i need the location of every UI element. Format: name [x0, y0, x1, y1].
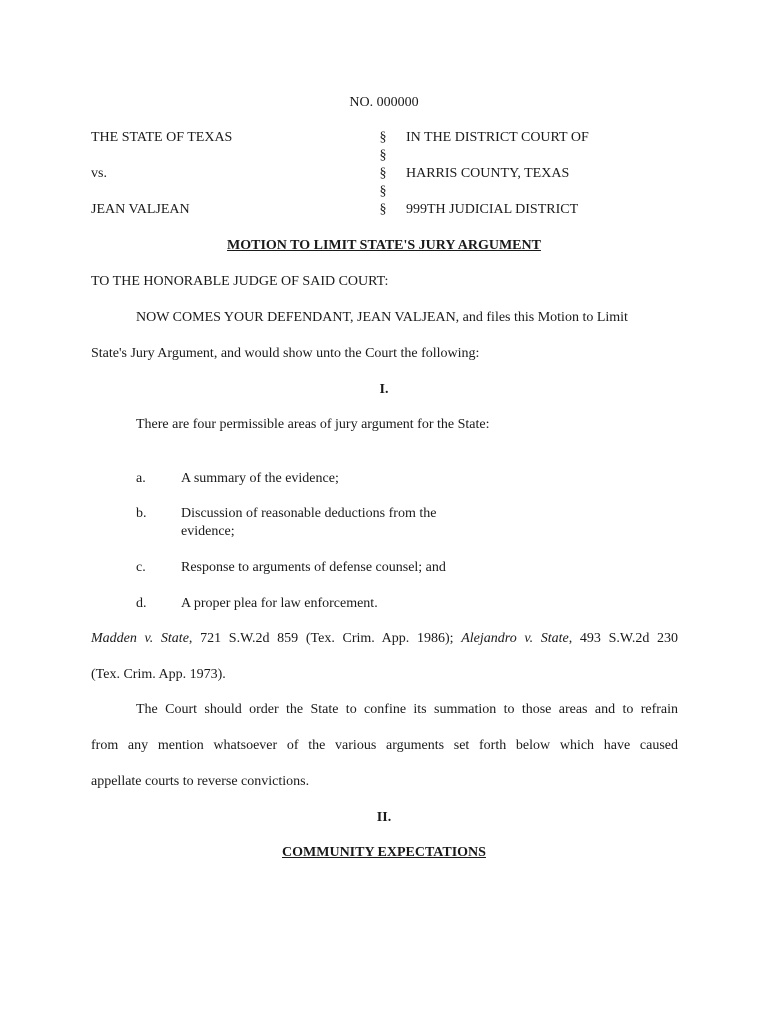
caption-versus: vs. [91, 166, 107, 181]
list-item-text: Discussion of reasonable deductions from the [181, 506, 437, 521]
caption-party-state: THE STATE OF TEXAS [91, 130, 233, 145]
intro-line-1: NOW COMES YOUR DEFENDANT, JEAN VALJEAN, and files this Motion to Limit [136, 310, 628, 325]
section-heading-2: II. [376, 810, 392, 825]
case-cite-alejandro: , 493 S.W.2d 230 [568, 631, 679, 646]
intro-line-2: State's Jury Argument, and would show unto the Court the following: [91, 346, 480, 361]
para-line-1: The Court should order the State to confine its summation to those areas and to refrain [136, 702, 678, 717]
case-number: NO. 000000 [349, 95, 419, 110]
para-line-2: from any mention whatsoever of the various arguments set forth below which have caused [91, 738, 678, 753]
section-1-lead: There are four permissible areas of jury argument for the State: [136, 417, 490, 432]
list-item-text: A summary of the evidence; [181, 471, 339, 486]
list-item-label: d. [136, 596, 147, 611]
case-name-alejandro: Alejandro v. State [461, 631, 569, 646]
section-symbol: § [379, 202, 387, 217]
list-item-label: b. [136, 506, 147, 521]
section-heading-1: I. [379, 382, 389, 397]
citation-line-2: (Tex. Crim. App. 1973). [91, 667, 226, 682]
case-name-madden: Madden v. State [91, 631, 189, 646]
list-item-text: A proper plea for law enforcement. [181, 596, 378, 611]
citation-line-1 [91, 630, 678, 647]
section-symbol: § [379, 148, 387, 163]
list-item-text: Response to arguments of defense counsel; and [181, 560, 446, 575]
list-item-label: a. [136, 471, 146, 486]
salutation: TO THE HONORABLE JUDGE OF SAID COURT: [91, 274, 389, 289]
list-item-label: c. [136, 560, 146, 575]
section-2-title: COMMUNITY EXPECTATIONS [282, 845, 486, 860]
section-symbol: § [379, 184, 387, 199]
section-symbol: § [379, 166, 387, 181]
caption-county: HARRIS COUNTY, TEXAS [406, 166, 570, 181]
motion-title: MOTION TO LIMIT STATE'S JURY ARGUMENT [227, 238, 541, 253]
section-symbol: § [379, 130, 387, 145]
case-cite-madden: , 721 S.W.2d 859 (Tex. Crim. App. 1986); [188, 631, 454, 646]
caption-party-defendant: JEAN VALJEAN [91, 202, 190, 217]
caption-district: 999TH JUDICIAL DISTRICT [406, 202, 579, 217]
caption-court: IN THE DISTRICT COURT OF [406, 130, 589, 145]
list-item-text-continued: evidence; [181, 524, 235, 539]
para-line-3: appellate courts to reverse convictions. [91, 774, 310, 789]
